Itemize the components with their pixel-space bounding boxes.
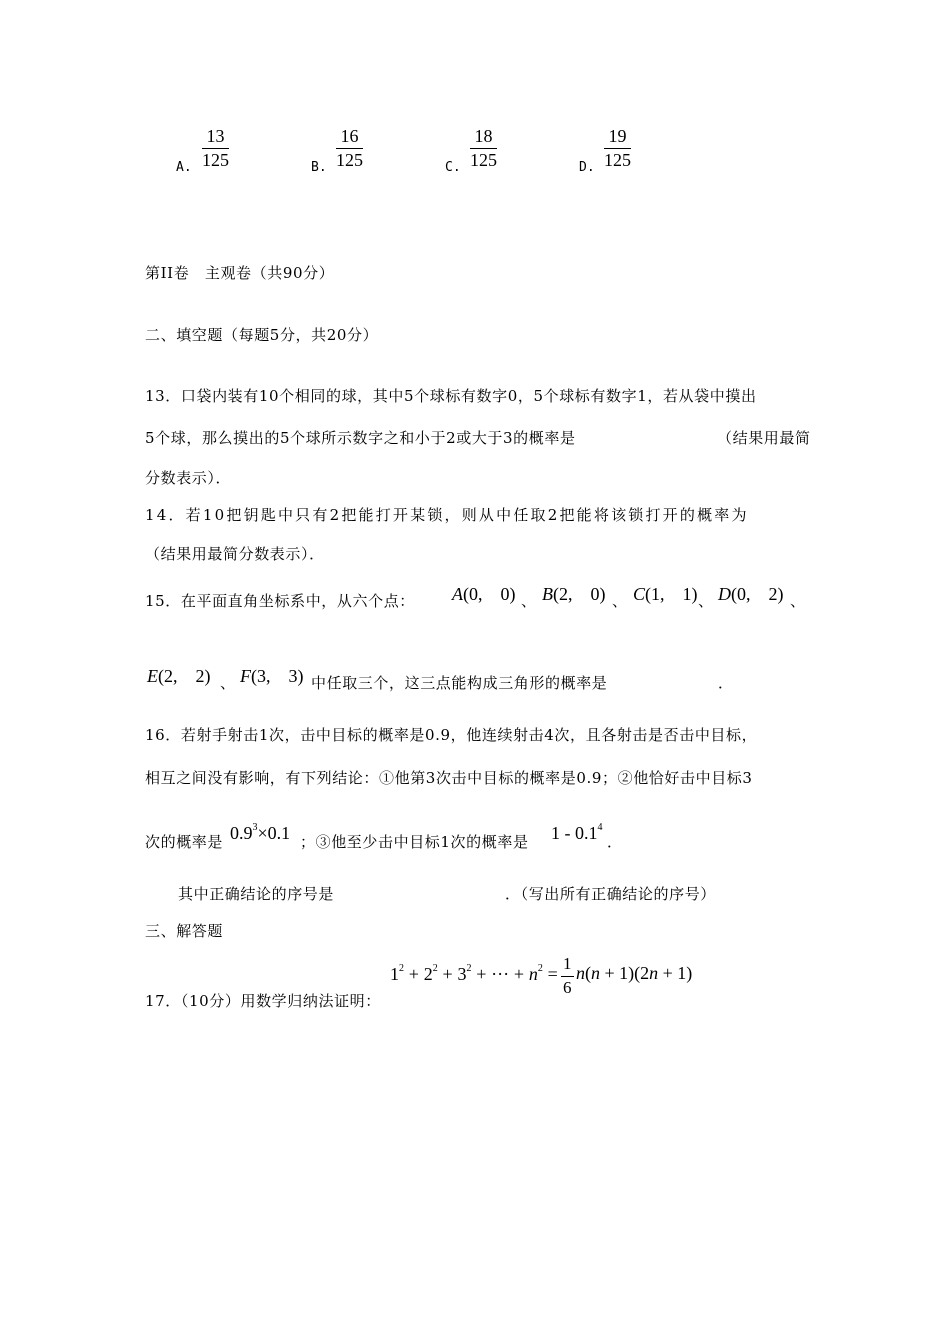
q16-line-4-end: ．（写出所有正确结论的序号） <box>505 885 716 903</box>
option-a-numerator: 13 <box>202 125 229 149</box>
option-b-numerator: 16 <box>336 125 363 149</box>
separator: 、 <box>612 592 628 610</box>
option-b-fraction <box>336 125 363 171</box>
point-e: E(2, 2) <box>147 666 211 686</box>
option-b-label: B. <box>311 160 327 175</box>
option-d-denominator: 125 <box>604 150 631 170</box>
point-c: C(1, 1) <box>633 584 698 604</box>
point-f: F(3, 3) <box>240 666 304 686</box>
separator: 、 <box>698 592 714 610</box>
q13-line-3: 分数表示）． <box>145 469 232 487</box>
point-d: D(0, 2) <box>718 584 784 604</box>
q13-line-2-note: （结果用最简 <box>717 429 811 447</box>
q16-line-3-middle: ；③他至少击中目标1次的概率是 <box>300 833 529 851</box>
q13-line-2: 5个球，那么摸出的5个球所示数字之和小于2或大于3的概率是 <box>145 429 576 447</box>
fill-in-section-title: 二、填空题（每题5分，共20分） <box>145 326 379 344</box>
q16-line-2: 相互之间没有影响，有下列结论：①他第3次击中目标的概率是0.9；②他恰好击中目标3 <box>145 769 753 787</box>
q16-line-3-start: 次的概率是 <box>145 833 224 851</box>
q16-line-3-end: ． <box>607 833 623 851</box>
option-c-label: C. <box>445 160 461 175</box>
option-d-label: D. <box>579 160 595 175</box>
q17-label: 17．（10分）用数学归纳法证明： <box>145 992 381 1010</box>
option-d-fraction <box>604 125 631 171</box>
q14-line-1: 14．若10把钥匙中只有2把能打开某锁，则从中任取2把能将该锁打开的概率为 <box>145 506 749 524</box>
option-c-denominator: 125 <box>470 150 497 170</box>
q17-fraction: $\frac{1}{6}$ <box>563 954 572 997</box>
q17-formula-lhs: $1^2 + 2^2 + 3^2$ + ··· + $n^2$ = <box>390 963 558 984</box>
separator: 、 <box>790 592 806 610</box>
q15-intro: 15．在平面直角坐标系中，从六个点： <box>145 592 415 610</box>
point-b: B(2, 0) <box>542 584 606 604</box>
option-a-denominator: 125 <box>202 150 229 170</box>
q15-tail: 中任取三个，这三点能构成三角形的概率是 <box>311 674 608 692</box>
q14-line-2: （结果用最简分数表示）． <box>145 545 325 563</box>
option-a-label: A. <box>176 160 192 175</box>
separator: 、 <box>521 592 537 610</box>
section-2-title: 第II卷 主观卷（共90分） <box>145 264 335 282</box>
option-d-numerator: 19 <box>604 125 631 149</box>
q16-expression-2: $1 - 0.1^4$ <box>551 822 603 843</box>
separator: 、 <box>220 674 236 692</box>
option-a-fraction <box>202 125 229 171</box>
q17-formula-rhs: n(n + 1)(2n + 1) <box>576 963 693 983</box>
q16-line-4-start: 其中正确结论的序号是 <box>178 885 335 903</box>
point-a: A(0, 0) <box>452 584 516 604</box>
q13-line-1: 13．口袋内装有10个相同的球，其中5个球标有数字0，5个球标有数字1，若从袋中摸出 <box>145 387 757 405</box>
q15-end: ． <box>718 674 734 692</box>
q16-expression-1: $0.9^3\times 0.1$ <box>230 822 291 843</box>
solve-section-title: 三、解答题 <box>145 922 224 940</box>
option-c-fraction <box>470 125 497 171</box>
option-c-numerator: 18 <box>470 125 497 149</box>
option-b-denominator: 125 <box>336 150 363 170</box>
q16-line-1: 16．若射手射击1次，击中目标的概率是0.9，他连续射击4次，且各射击是否击中目标， <box>145 726 758 744</box>
